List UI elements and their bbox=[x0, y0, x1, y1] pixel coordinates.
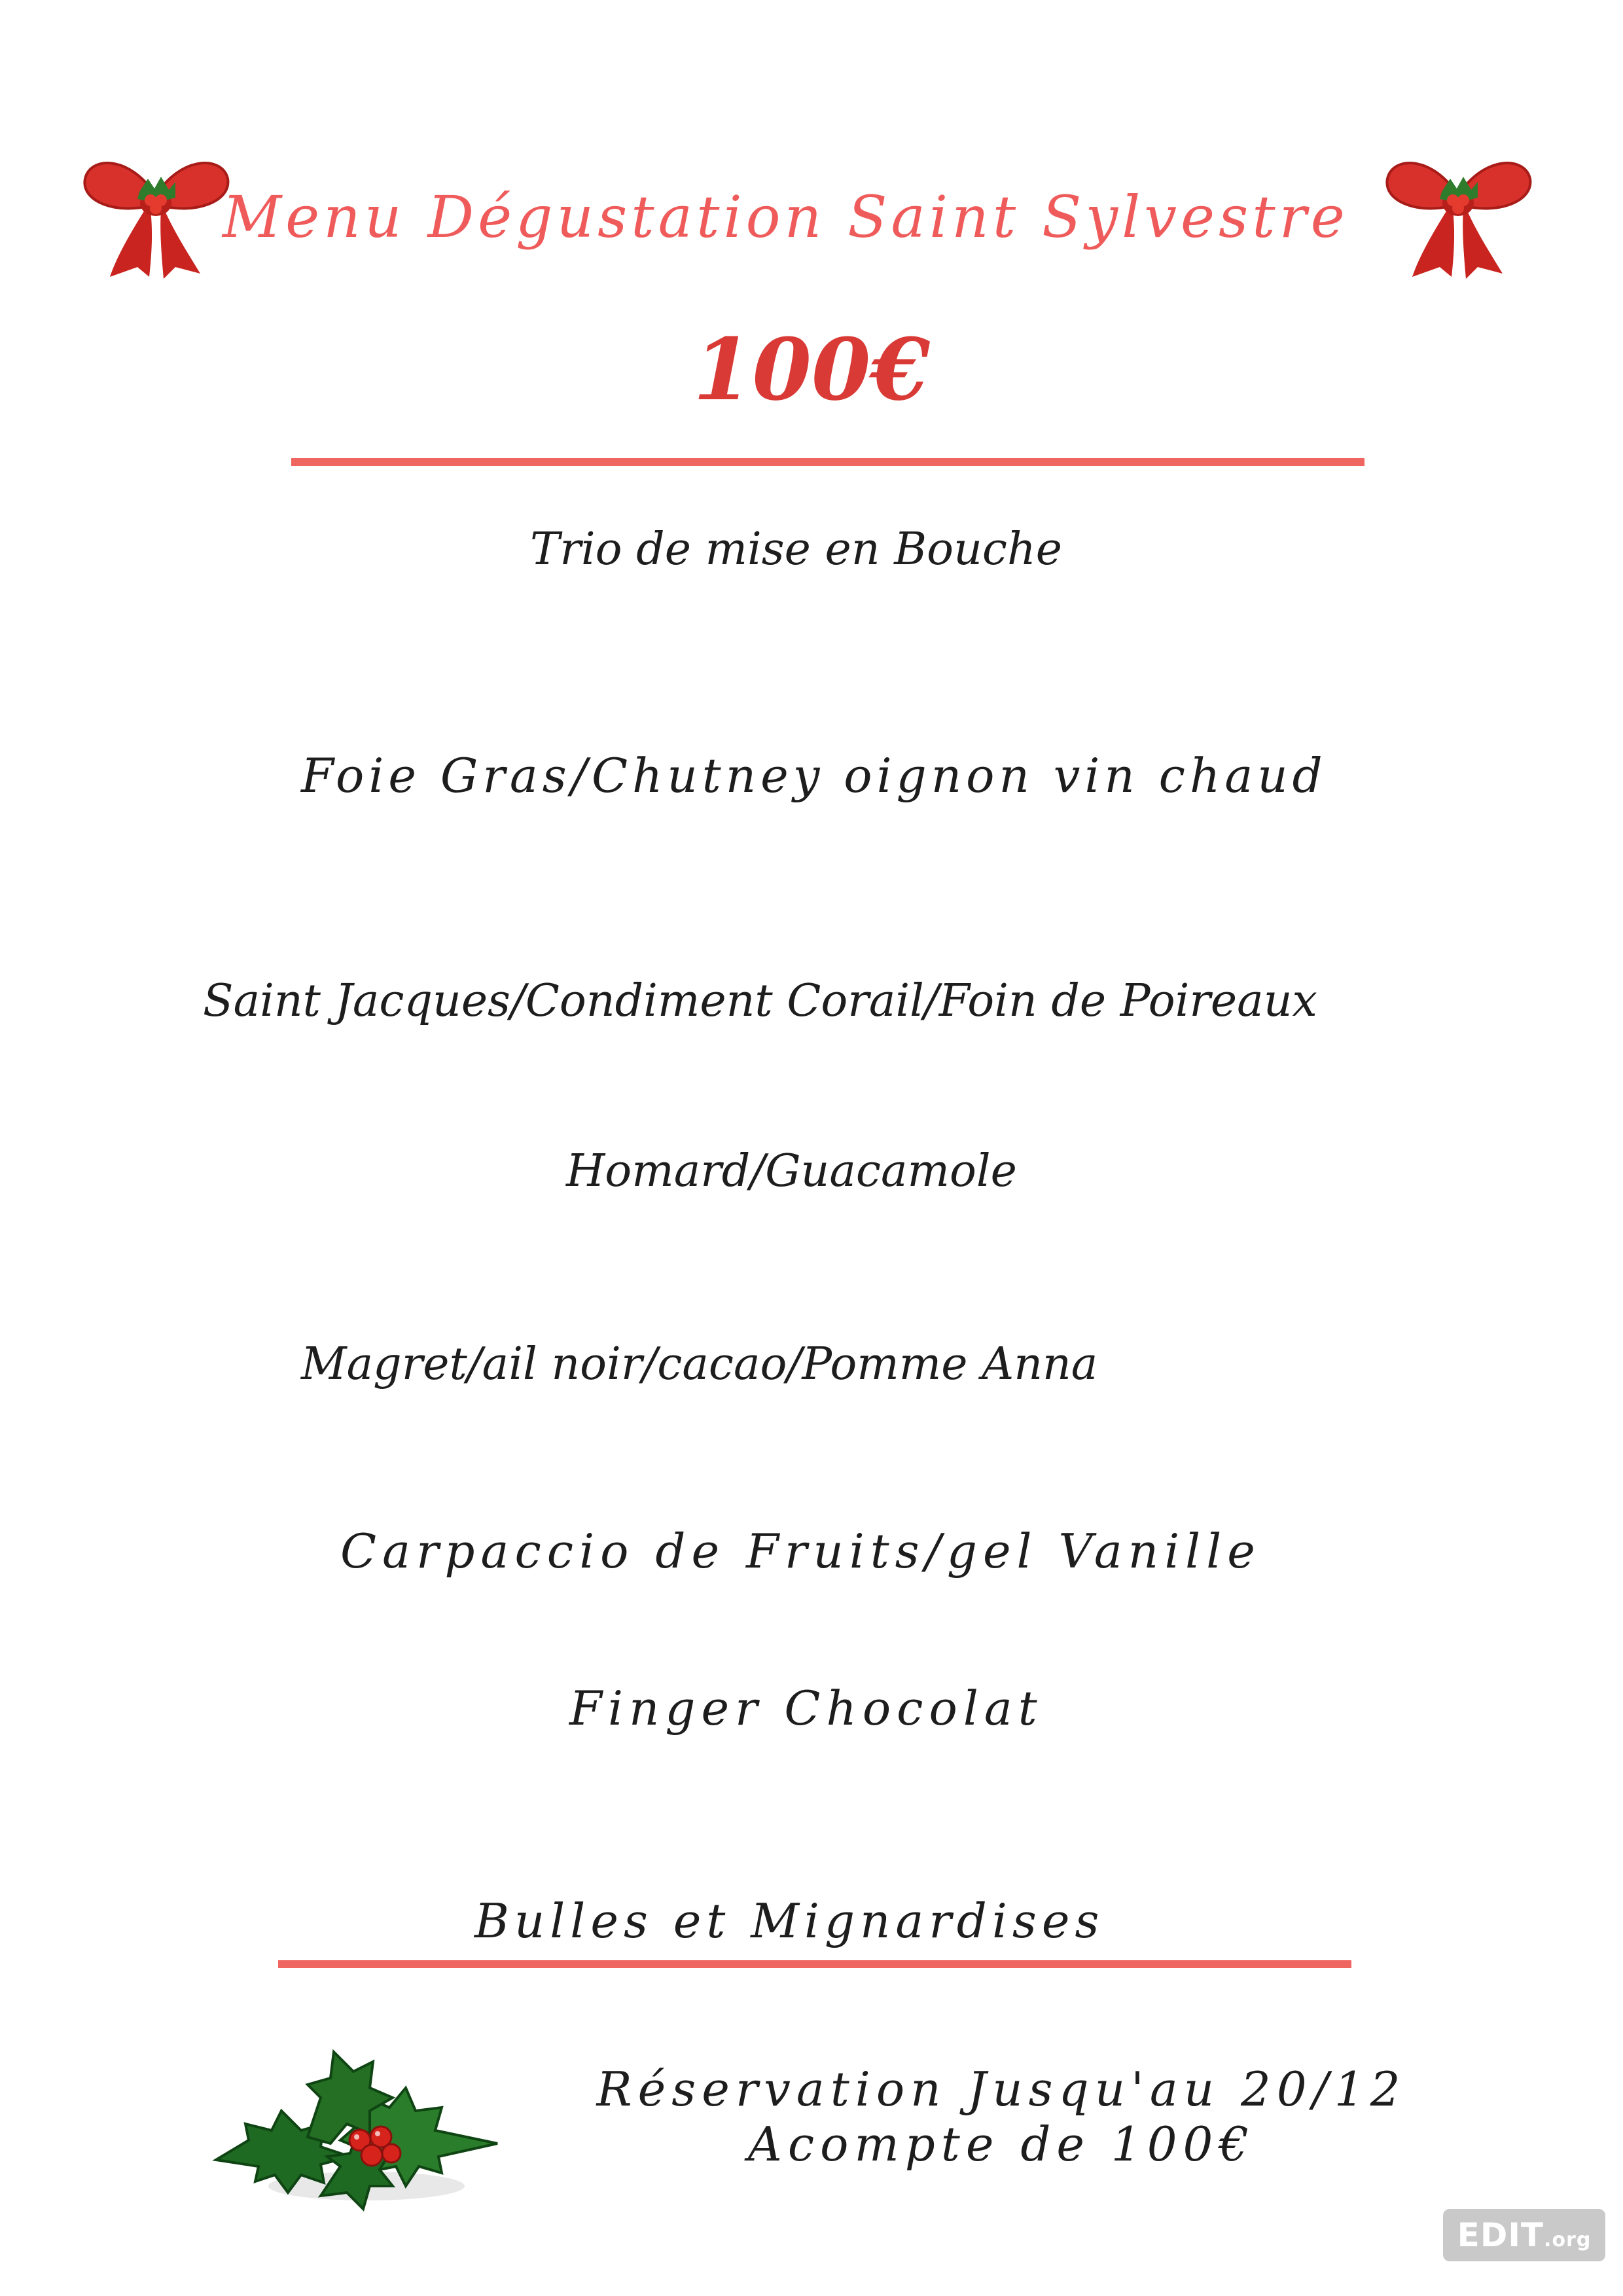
course-item: Magret/ail noir/cacao/Pomme Anna bbox=[301, 1338, 1098, 1390]
top-divider bbox=[291, 458, 1364, 466]
bottom-divider bbox=[278, 1960, 1351, 1968]
edit-org-watermark bbox=[1443, 2209, 1605, 2261]
course-item: Foie Gras/Chutney oignon vin chaud bbox=[301, 748, 1327, 803]
menu-price: 100€ bbox=[693, 319, 930, 420]
menu-title: Menu Dégustation Saint Sylvestre bbox=[223, 183, 1349, 251]
christmas-bow-icon bbox=[77, 143, 234, 280]
watermark-brand: EDIT bbox=[1457, 2216, 1544, 2254]
watermark-suffix: .org bbox=[1544, 2229, 1592, 2251]
holly-icon bbox=[209, 2026, 510, 2215]
course-item: Homard/Guacamole bbox=[566, 1145, 1017, 1197]
course-item: Finger Chocolat bbox=[569, 1681, 1043, 1736]
course-item: Saint Jacques/Condiment Corail/Foin de Poireaux bbox=[203, 975, 1317, 1027]
course-item: Carpaccio de Fruits/gel Vanille bbox=[340, 1524, 1261, 1579]
reservation-block bbox=[576, 2062, 1427, 2172]
course-item: Bulles et Mignardises bbox=[474, 1893, 1105, 1948]
christmas-bow-icon bbox=[1380, 143, 1537, 280]
course-item: Trio de mise en Bouche bbox=[530, 524, 1063, 575]
reservation-deposit: Acompte de 100€ bbox=[747, 2117, 1255, 2172]
reservation-deadline: Réservation Jusqu'au 20/12 bbox=[596, 2062, 1406, 2117]
